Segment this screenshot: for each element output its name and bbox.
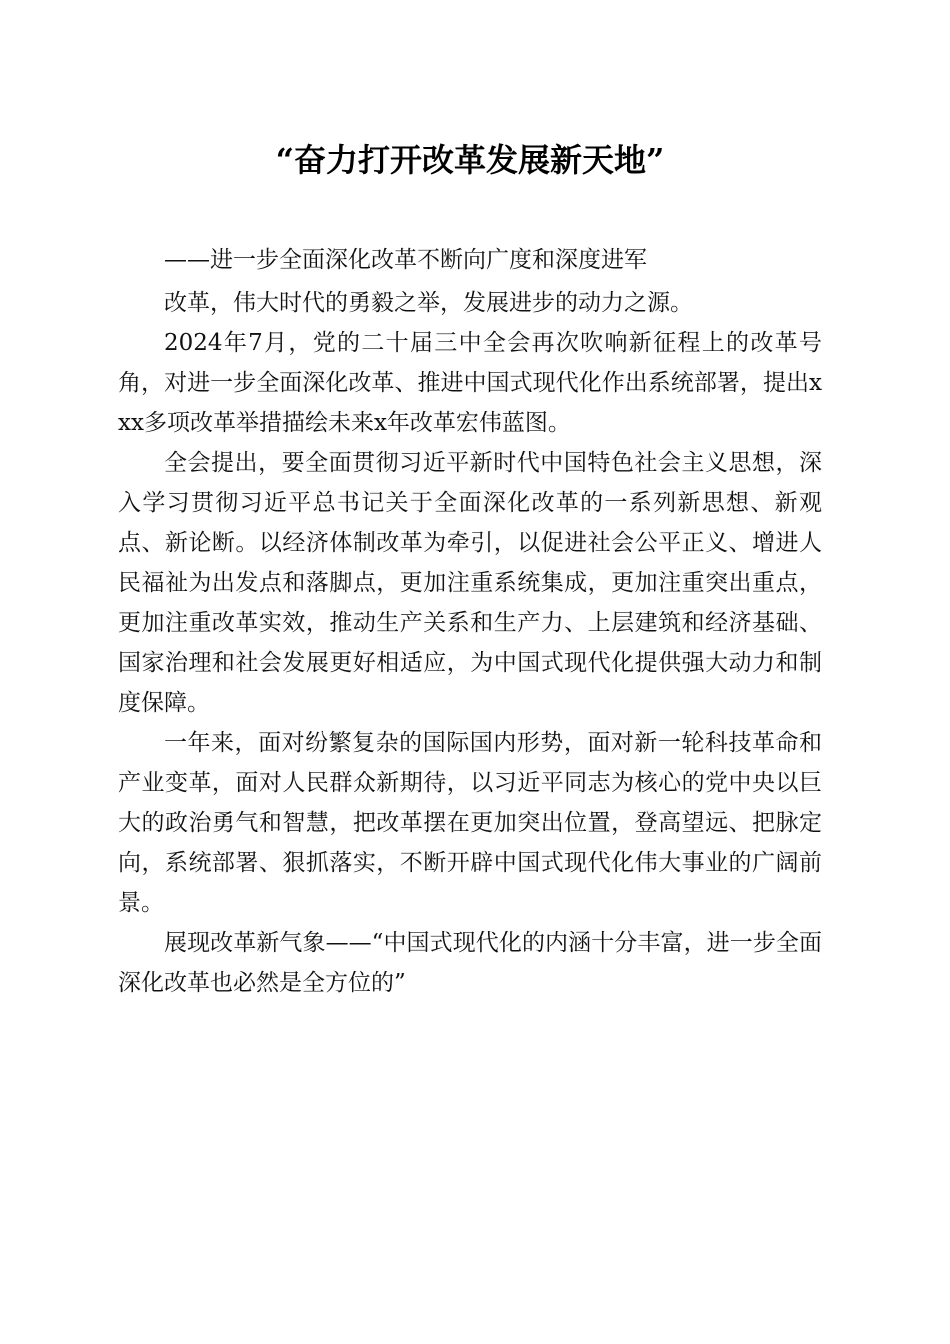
- paragraph-plenary-proposal: 全会提出，要全面贯彻习近平新时代中国特色社会主义思想，深入学习贯彻习近平总书记关于全面深化改革的一系列新思想、新观点、新论断。以经济体制改革为牵引，以促进社会公平正义、增进人民福祉为出发点和落脚点，更加注重系统集成，更加注重突出重点，更加注重改革实效，推动生产关系和生产力、上层建筑和经济基础、国家治理和社会发展更好相适应，为中国式现代化提供强大动力和制度保障。: [118, 450, 822, 716]
- paragraph-plenary-session: 2024年7月，党的二十届三中全会再次吹响新征程上的改革号角，对进一步全面深化改革、推进中国式现代化作出系统部署，提出xxx多项改革举措描绘未来x年改革宏伟蓝图。: [118, 330, 822, 436]
- paragraph-past-year: 一年来，面对纷繁复杂的国际国内形势，面对新一轮科技革命和产业变革，面对人民群众新期待，以习近平同志为核心的党中央以巨大的政治勇气和智慧，把改革摆在更加突出位置，登高望远、把脉定向，系统部署、狠抓落实，不断开辟中国式现代化伟大事业的广阔前景。: [118, 730, 822, 916]
- paragraph-intro: 改革，伟大时代的勇毅之举，发展进步的动力之源。: [164, 290, 693, 316]
- document-title: “奋力打开改革发展新天地”: [275, 141, 665, 179]
- paragraph-new-look: 展现改革新气象——“中国式现代化的内涵十分丰富，进一步全面深化改革也必然是全方位的”: [118, 930, 822, 996]
- document-body: [118, 240, 822, 1003]
- document-subtitle: ——进一步全面深化改革不断向广度和深度进军: [164, 247, 647, 273]
